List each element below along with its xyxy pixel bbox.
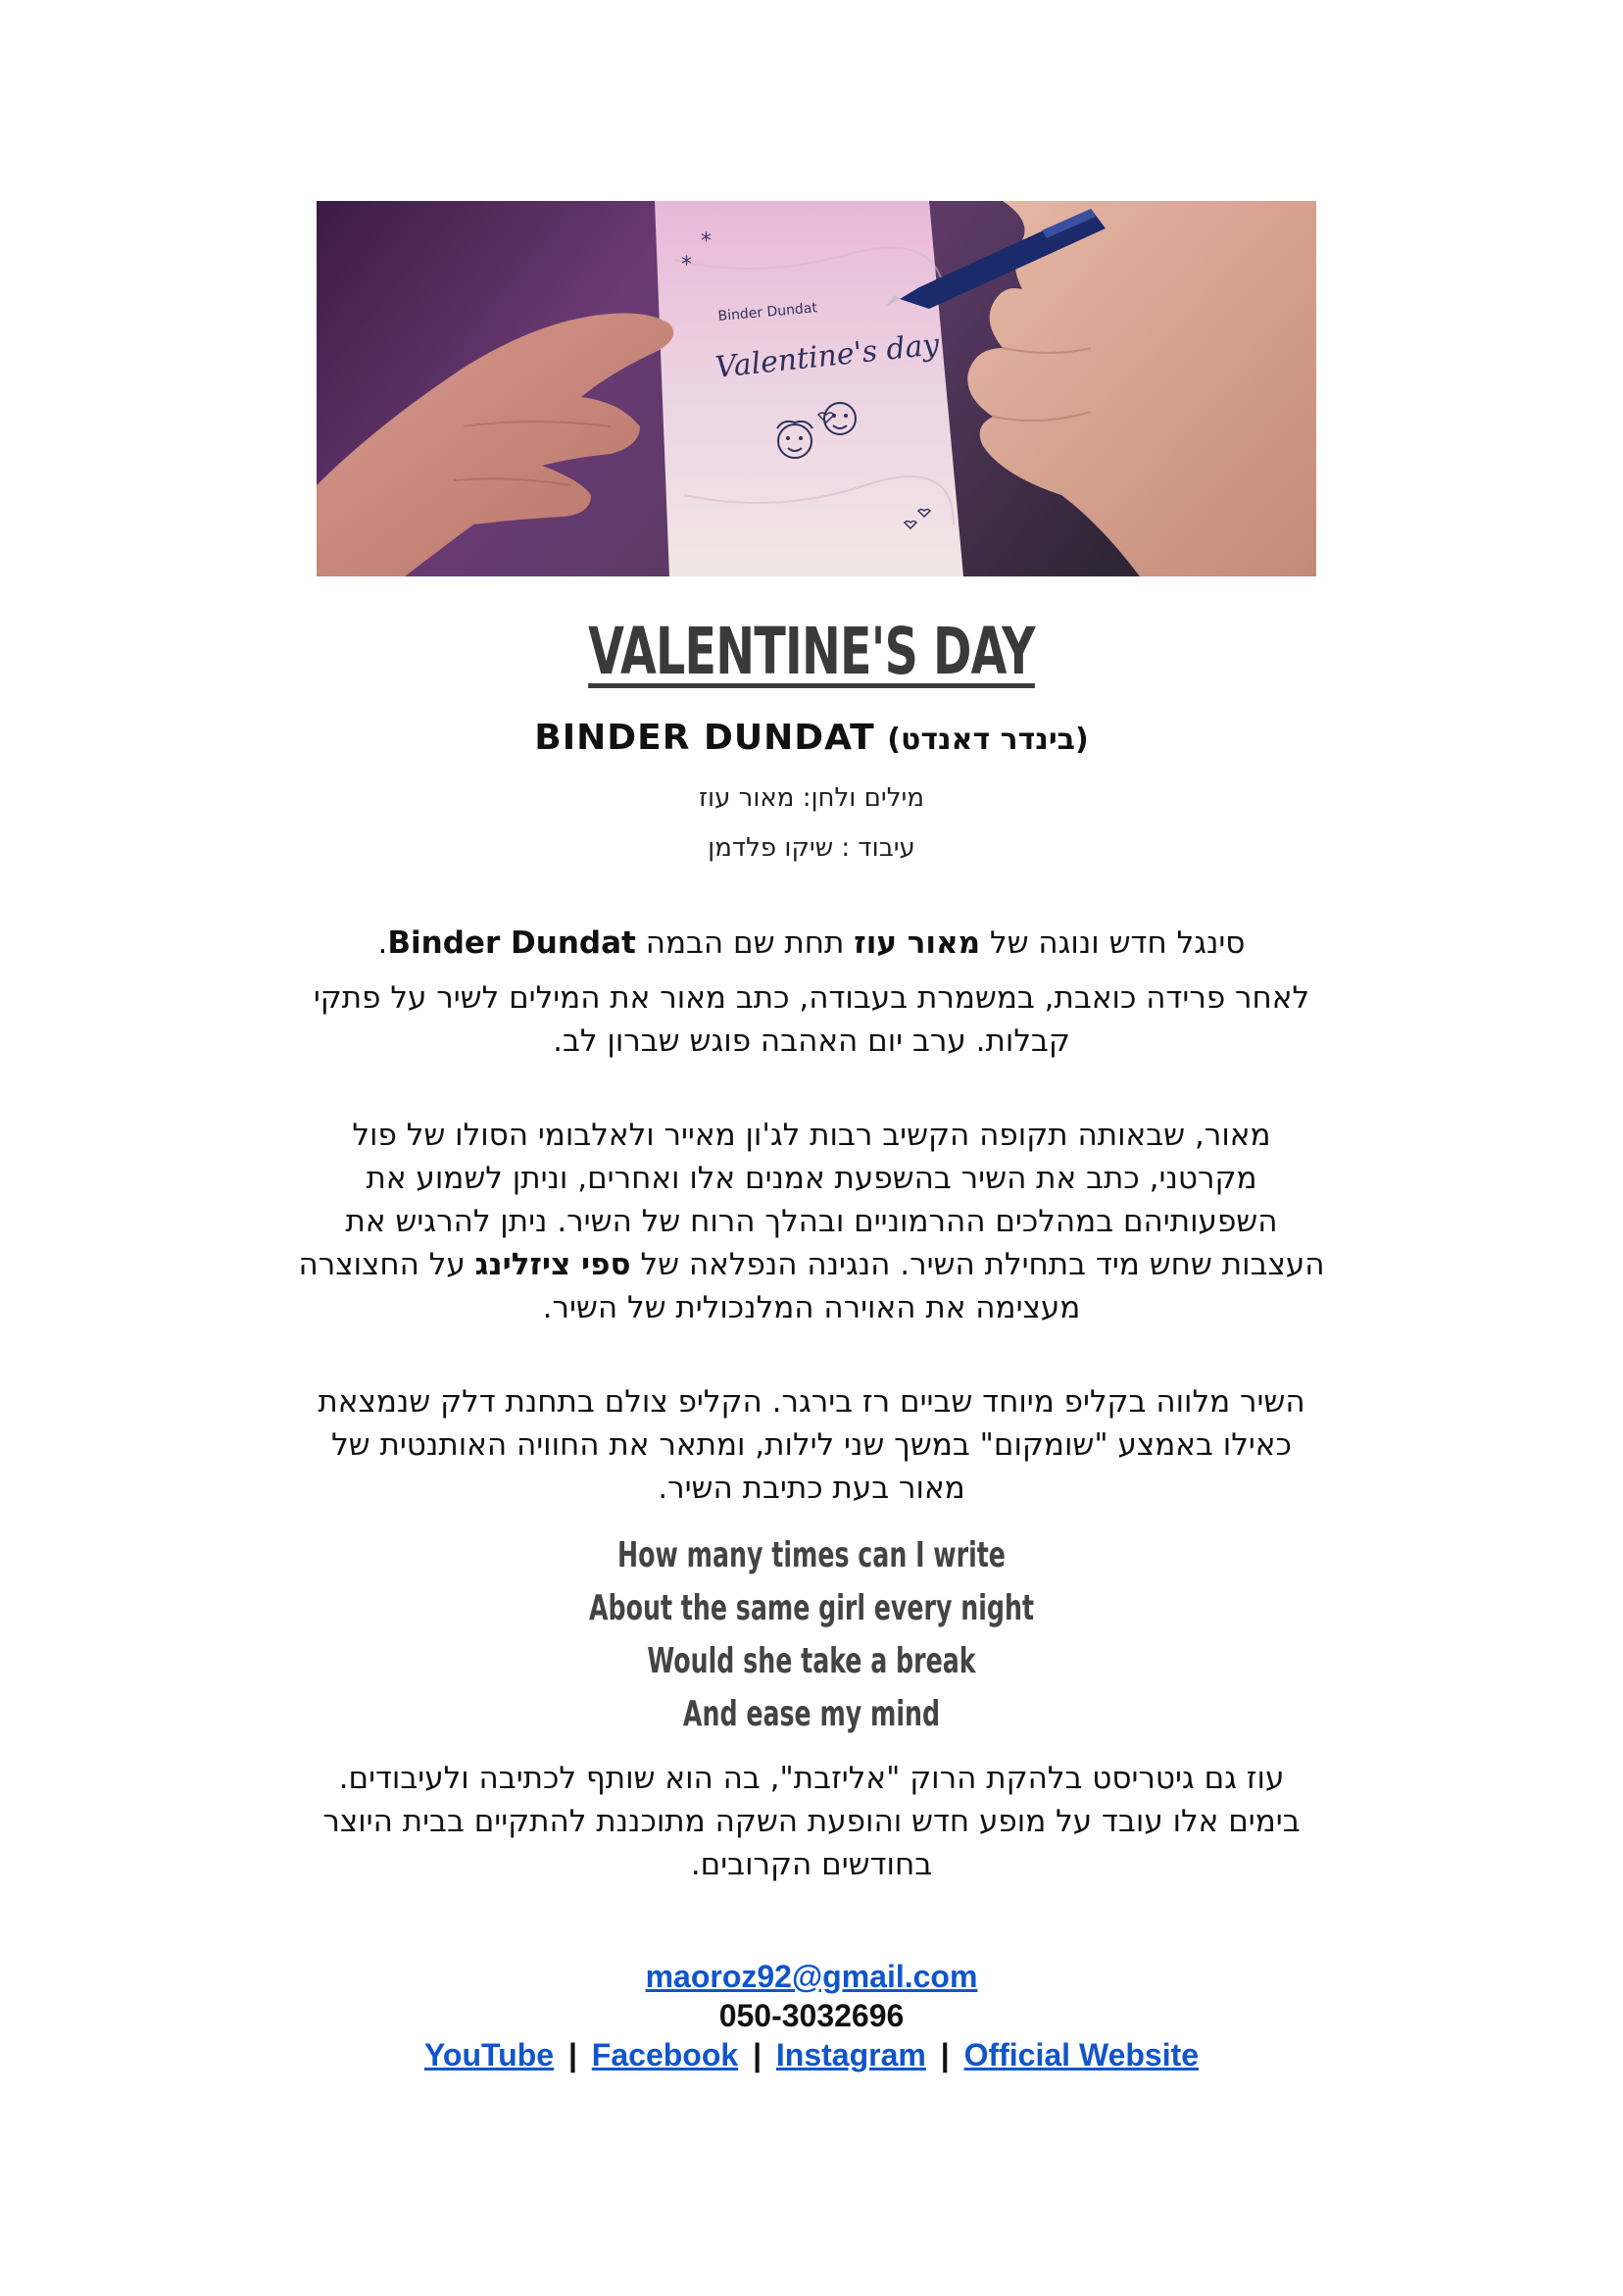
email-link[interactable]: maoroz92@gmail.com (645, 1959, 978, 1994)
svg-text:*: * (701, 229, 712, 254)
youtube-link[interactable]: YouTube (423, 2037, 555, 2072)
text-line: בימים אלו עובד על מופע חדש והופעת השקה מתוכננת להתקיים בבית היוצר (322, 1804, 1301, 1839)
artist-name-hebrew: (בינדר דאנדט) (887, 723, 1089, 757)
credit-lyrics-music: מילים ולחן: מאור עוז (699, 783, 924, 813)
receipt-note (655, 201, 963, 576)
credit-arrangement: עיבוד : שיקו פלדמן (708, 833, 915, 863)
text-line: עוז גם גיטריסט בלהקת הרוק "אליזבת", בה הוא שותף לכתיבה ולעיבודים. (338, 1761, 1285, 1796)
paragraph-influences (245, 1114, 1378, 1329)
link-separator: | (940, 2037, 950, 2072)
artist-line (0, 714, 1623, 765)
lyric-line: How many times can I write (617, 1535, 1006, 1575)
lyric-line: About the same girl every night (588, 1588, 1035, 1628)
contact-block (0, 1957, 1623, 2074)
text-line: לאחר פרידה כואבת, במשמרת בעבודה, כתב מאור את המילים לשיר על פתקי (313, 980, 1310, 1016)
text-line (245, 1243, 1378, 1286)
text-line: מקרטני, כתב את השיר בהשפעת אמנים אלו ואחרים, וניתן לשמוע את (366, 1161, 1257, 1196)
intro-text-2: תחת שם הבמה (645, 925, 845, 961)
text-line: כאילו באמצע "שומקום" במשך שני לילות, ומתאר את החוויה האותנטית של (331, 1427, 1292, 1463)
paragraph-breakup (245, 976, 1378, 1063)
instagram-link[interactable]: Instagram (775, 2037, 926, 2072)
paragraph-clip (245, 1380, 1378, 1510)
page-title: VALENTINE'S DAY (588, 614, 1035, 689)
paragraph-band (245, 1757, 1378, 1886)
text-line: מאור, שבאותה תקופה הקשיב רבות לג'ון מאייר ולאלבומי הסולו של פול (352, 1118, 1271, 1153)
social-links (0, 2035, 1623, 2074)
official-website-link[interactable]: Official Website (963, 2037, 1200, 2072)
link-separator: | (753, 2037, 762, 2072)
text-line: השפעותיהם במהלכים ההרמוניים ובהלך הרוח של השיר. ניתן להרגיש את (345, 1204, 1278, 1239)
text-line: השיר מלווה בקליפ מיוחד שביים רז בירגר. הקליפ צולם בתחנת דלק שנמצאת (318, 1384, 1305, 1420)
lyric-line: And ease my mind (682, 1694, 941, 1734)
stage-name: Binder Dundat (387, 925, 636, 961)
lyric-line: Would she take a break (647, 1641, 976, 1681)
text-line: מאור בעת כתיבת השיר. (658, 1471, 965, 1506)
facebook-link[interactable]: Facebook (591, 2037, 739, 2072)
phone-number: 050-3032696 (718, 1998, 905, 2033)
note-large-text: Valentine's day (713, 327, 942, 385)
text-line: קבלות. ערב יום האהבה פוגש שברון לב. (553, 1023, 1070, 1059)
artist-real-name: מאור עוז (854, 925, 981, 961)
trumpet-player-name: ספי ציזלינג (474, 1247, 631, 1282)
paragraph-intro (245, 922, 1378, 965)
intro-text-1: סינגל חדש ונוגה של (989, 925, 1246, 961)
link-separator: | (567, 2037, 577, 2072)
hero-illustration (317, 201, 1316, 576)
svg-text:*: * (681, 253, 692, 277)
text-span: העצבות שחש מיד בתחילת השיר. הנגינה הנפלאה של (640, 1247, 1325, 1282)
artist-name-english: BINDER DUNDAT (534, 718, 875, 758)
intro-end: . (377, 925, 388, 961)
text-span: על החצוצרה (298, 1247, 466, 1282)
text-line: מעצימה את האוירה המלנכולית של השיר. (542, 1290, 1081, 1325)
note-small-text: Binder Dundat (716, 300, 818, 324)
lyrics-excerpt (0, 1529, 1623, 1741)
text-line: בחודשים הקרובים. (690, 1847, 933, 1882)
hero-photo (317, 201, 1316, 576)
